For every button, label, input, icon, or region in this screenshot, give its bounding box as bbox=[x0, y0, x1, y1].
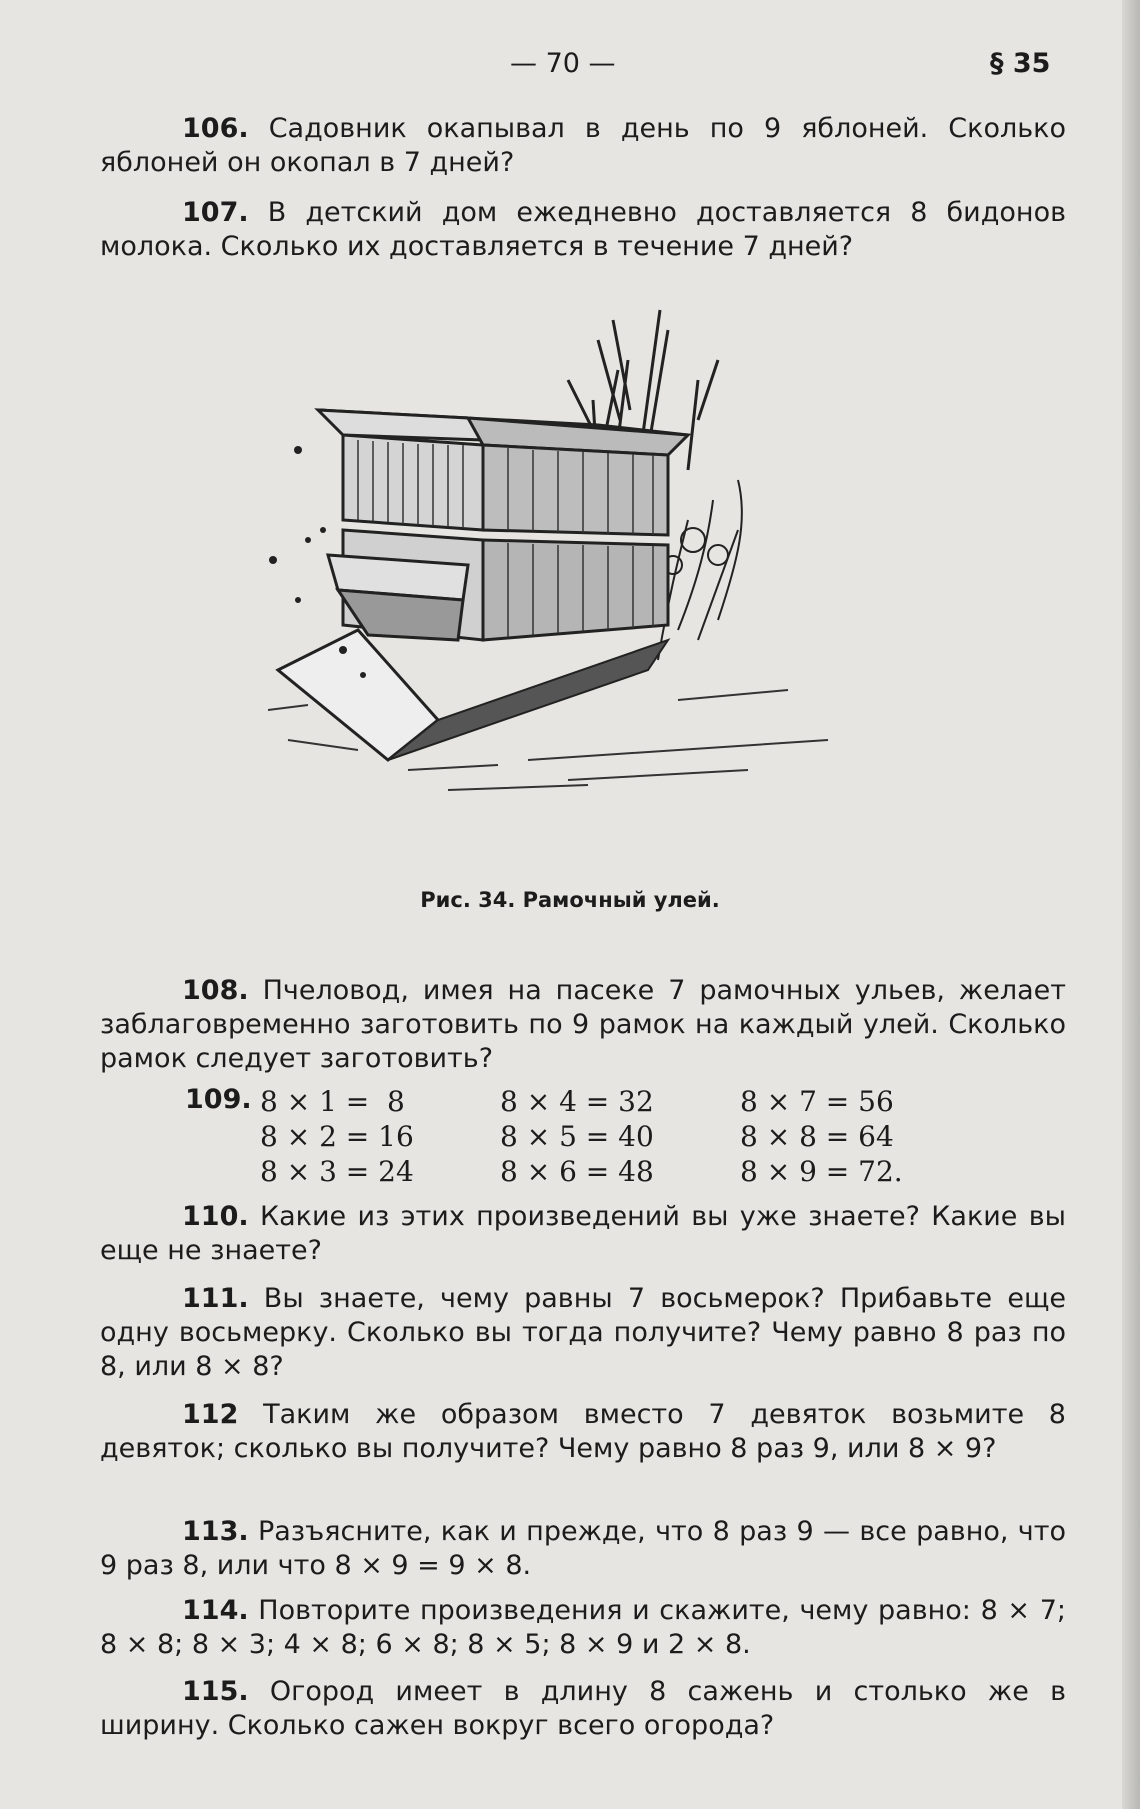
problem-113 bbox=[100, 1515, 1066, 1583]
problem-number: 115. bbox=[182, 1676, 249, 1707]
problem-text: Садовник окапывал в день по 9 яблоней. Сколько яблоней он окопал в 7 дней? bbox=[100, 113, 1066, 178]
problem-number: 109. bbox=[185, 1084, 252, 1115]
beehive-illustration bbox=[268, 300, 868, 860]
table-row: 8 × 3 = 24 bbox=[260, 1155, 414, 1188]
problem-text: Какие из этих произведений вы уже знаете? Какие вы еще не знаете? bbox=[100, 1201, 1066, 1266]
problem-text: Разъясните, как и прежде, что 8 раз 9 — все равно, что 9 раз 8, или что 8 × 9 = 9 × 8. bbox=[100, 1516, 1066, 1581]
table-row: 8 × 8 = 64 bbox=[740, 1120, 894, 1153]
table-row: 8 × 2 = 16 bbox=[260, 1120, 414, 1153]
page-header bbox=[0, 48, 1140, 88]
table-column-1 bbox=[260, 1084, 414, 1189]
table-row: 8 × 9 = 72. bbox=[740, 1155, 903, 1188]
problem-number: 114. bbox=[182, 1595, 249, 1626]
problem-107 bbox=[100, 196, 1066, 264]
table-row: 8 × 5 = 40 bbox=[500, 1120, 654, 1153]
problem-number: 112 bbox=[182, 1399, 239, 1430]
problem-number: 107. bbox=[182, 197, 249, 228]
problem-text: В детский дом ежедневно доставляется 8 бидонов молока. Сколько их доставляется в течение 7 дней? bbox=[100, 197, 1066, 262]
problem-text: Пчеловод, имея на пасеке 7 рамочных ульев, желает заблаговременно заготовить по 9 рамок на каждый улей. Сколько рамок следует заготовить? bbox=[100, 975, 1066, 1074]
problem-text: Огород имеет в длину 8 сажень и столько же в ширину. Сколько сажен вокруг всего огорода? bbox=[100, 1676, 1066, 1741]
table-row: 8 × 4 = 32 bbox=[500, 1085, 654, 1118]
problem-111 bbox=[100, 1282, 1066, 1384]
problem-106 bbox=[100, 112, 1066, 180]
table-column-2 bbox=[500, 1084, 654, 1189]
problem-text: Повторите произведения и скажите, чему равно: 8 × 7; 8 × 8; 8 × 3; 4 × 8; 6 × 8; 8 × 5; 8 × 9 и 2 × 8. bbox=[100, 1595, 1066, 1660]
problem-number: 110. bbox=[182, 1201, 249, 1232]
problem-110 bbox=[100, 1200, 1066, 1268]
problem-number: 113. bbox=[182, 1516, 249, 1547]
problem-115 bbox=[100, 1675, 1066, 1743]
figure-caption: Рис. 34. Рамочный улей. bbox=[420, 888, 720, 912]
table-row: 8 × 1 = 8 bbox=[260, 1085, 405, 1118]
problem-number: 111. bbox=[182, 1283, 249, 1314]
problem-text: Вы знаете, чему равны 7 восьмерок? Прибавьте еще одну восьмерку. Сколько вы тогда получите? Чему равно 8 раз по 8, или 8 × 8? bbox=[100, 1283, 1066, 1382]
problem-114 bbox=[100, 1594, 1066, 1662]
problem-number: 106. bbox=[182, 113, 249, 144]
problem-108 bbox=[100, 974, 1066, 1076]
table-column-3 bbox=[740, 1084, 903, 1189]
problem-text: Таким же образом вместо 7 девяток возьмите 8 девяток; сколько вы получите? Чему равно 8 раз 9, или 8 × 9? bbox=[100, 1399, 1066, 1464]
page-number: — 70 — bbox=[510, 48, 616, 79]
section-number: § 35 bbox=[990, 48, 1051, 79]
table-row: 8 × 7 = 56 bbox=[740, 1085, 894, 1118]
table-row: 8 × 6 = 48 bbox=[500, 1155, 654, 1188]
problem-number: 108. bbox=[182, 975, 249, 1006]
problem-112 bbox=[100, 1398, 1066, 1466]
